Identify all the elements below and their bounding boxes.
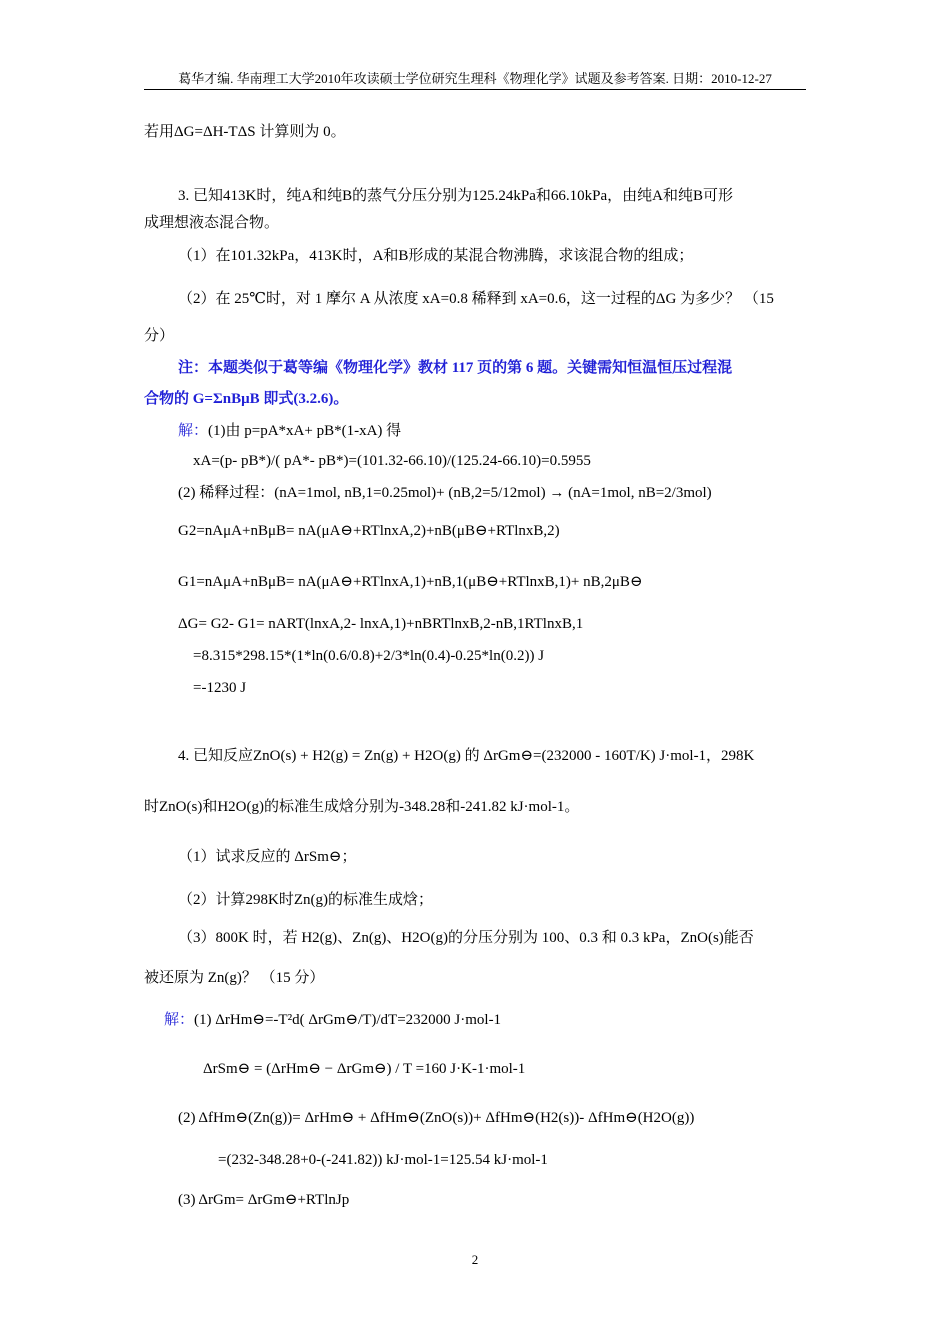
equation-line: =8.315*298.15*(1*ln(0.6/0.8)+2/3*ln(0.4)-0.25*ln(0.2)) J xyxy=(193,648,545,664)
note-text: 注：本题类似于葛等编《物理化学》教材 117 页的第 6 题。关键需知恒温恒压过程混 xyxy=(178,360,733,376)
equation-line: ΔrSm⊖ = (ΔrHm⊖ − ΔrGm⊖) / T =160 J·K-1·mol-1 xyxy=(203,1061,526,1077)
note-text: 合物的 G=ΣnBμB 即式(3.2.6)。 xyxy=(144,391,349,407)
text-line: 若用ΔG=ΔH-TΔS 计算则为 0。 xyxy=(144,124,346,140)
problem-4-part-3: 被还原为 Zn(g)？ （15 分） xyxy=(144,970,325,986)
page-number: 2 xyxy=(471,1252,479,1267)
problem-3-points: 分） xyxy=(144,328,175,344)
equation-line: ΔG= G2- G1= nART(lnxA,2- lnxA,1)+nBRTlnxB,2-nB,1RTlnxB,1 xyxy=(178,616,584,632)
problem-4-text: 时ZnO(s)和H2O(g)的标准生成焓分别为-348.28和-241.82 kJ·mol-1。 xyxy=(144,799,580,815)
equation-line: (2) 稀释过程：(nA=1mol, nB,1=0.25mol)+ (nB,2=5/12mol) → (nA=1mol, nB=2/3mol) xyxy=(178,485,712,501)
equation-line: (2) ΔfHm⊖(Zn(g))= ΔrHm⊖ + ΔfHm⊖(ZnO(s))+ ΔfHm⊖(H2(s))- ΔfHm⊖(H2O(g)) xyxy=(178,1110,695,1126)
problem-3-part-1: （1）在101.32kPa，413K时，A和B形成的某混合物沸腾，求该混合物的组成； xyxy=(178,248,694,264)
header-rule xyxy=(144,89,806,90)
solution-label: 解： xyxy=(164,1012,195,1028)
solution-text: (1)由 p=pA*xA+ pB*(1-xA) 得 xyxy=(208,423,402,439)
equation-line: =(232-348.28+0-(-241.82)) kJ·mol-1=125.54 kJ·mol-1 xyxy=(218,1152,548,1168)
problem-3-text: 3. 已知413K时，纯A和纯B的蒸气分压分别为125.24kPa和66.10kPa，由纯A和纯B可形 xyxy=(178,188,734,204)
equation-line: G2=nAμA+nBμB= nA(μA⊖+RTlnxA,2)+nB(μB⊖+RTlnxB,2) xyxy=(178,523,560,539)
solution-text: (1) ΔrHm⊖=-T²d( ΔrGm⊖/T)/dT=232000 J·mol-1 xyxy=(194,1012,502,1028)
solution-label: 解： xyxy=(178,423,209,439)
page-header: 葛华才编. 华南理工大学2010年攻读硕士学位研究生理科《物理化学》试题及参考答案. 日期：2010-12-27 xyxy=(178,71,772,86)
equation-line: (3) ΔrGm= ΔrGm⊖+RTlnJp xyxy=(178,1192,350,1208)
solution-line xyxy=(164,1010,501,1030)
problem-4-text: 4. 已知反应ZnO(s) + H2(g) = Zn(g) + H2O(g) 的 ΔrGm⊖=(232000 - 160T/K) J·mol-1，298K xyxy=(178,748,755,764)
problem-3-text: 成理想液态混合物。 xyxy=(144,215,280,231)
problem-4-part-3: （3）800K 时，若 H2(g)、Zn(g)、H2O(g)的分压分别为 100、0.3 和 0.3 kPa，ZnO(s)能否 xyxy=(178,930,754,946)
solution-line xyxy=(178,421,401,441)
equation-line: G1=nAμA+nBμB= nA(μA⊖+RTlnxA,1)+nB,1(μB⊖+RTlnxB,1)+ nB,2μB⊖ xyxy=(178,574,643,590)
problem-4-part-2: （2）计算298K时Zn(g)的标准生成焓； xyxy=(178,892,433,908)
problem-3-part-2: （2）在 25℃时，对 1 摩尔 A 从浓度 xA=0.8 稀释到 xA=0.6，这一过程的ΔG 为多少？ （15 xyxy=(178,291,774,307)
problem-4-part-1: （1）试求反应的 ΔrSm⊖； xyxy=(178,849,357,865)
equation-line: xA=(p- pB*)/( pA*- pB*)=(101.32-66.10)/(125.24-66.10)=0.5955 xyxy=(193,453,591,469)
equation-line: =-1230 J xyxy=(193,680,247,696)
